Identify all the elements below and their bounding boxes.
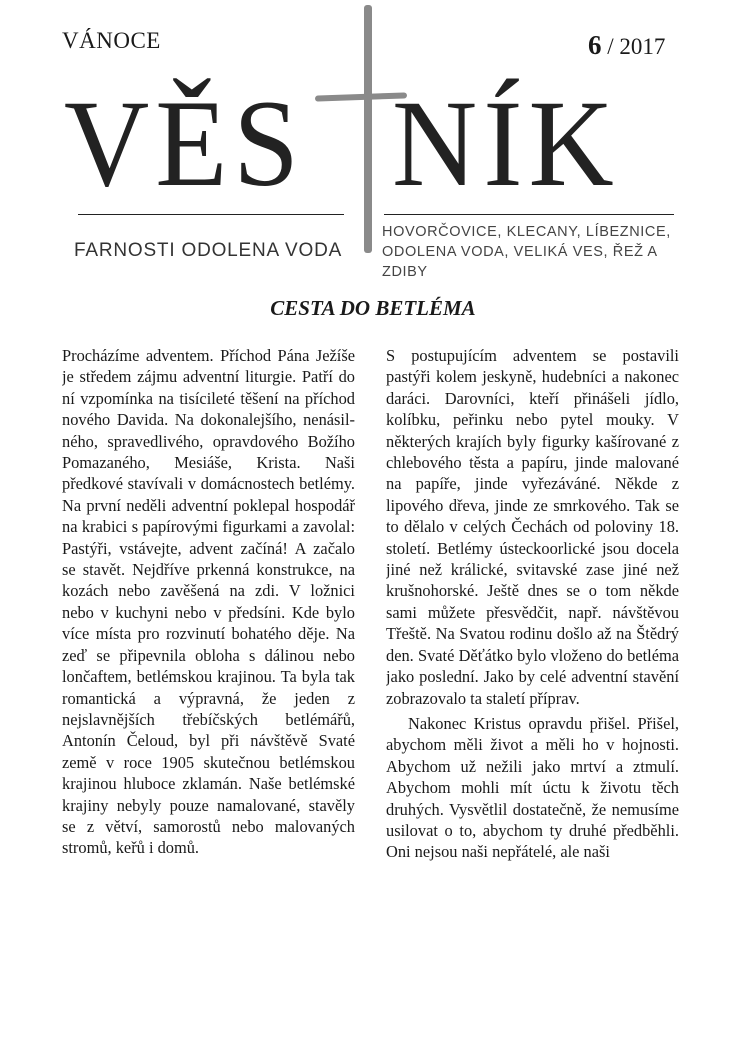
masthead-left: VĚS bbox=[64, 74, 305, 213]
masthead-rule-left bbox=[78, 214, 344, 215]
issue-number: 6 bbox=[588, 30, 602, 60]
masthead-rule-right bbox=[384, 214, 674, 215]
right-column-paragraph-2: Nakonec Kristus opravdu přišel. Přišel, abychom měli život a měli ho v hojnosti. Abychom už nežili jako mrtví a ztmulí. Abychom mohli mít úctu k životu těch druhých. Vysvětlil dostatečně, že nemusíme usilovat o to, abychom ty druhé předběhli. Oni nejsou naši nepřátelé, ale naši bbox=[386, 713, 679, 862]
article-column-left bbox=[62, 345, 355, 1005]
masthead-right: NÍK bbox=[392, 74, 620, 213]
issue-label bbox=[588, 30, 665, 61]
parish-name: FARNOSTI ODOLENA VODA bbox=[74, 240, 343, 261]
villages-list bbox=[382, 222, 702, 282]
right-column-paragraph-1: S postupujícím adventem se postavili pastýři kolem jeskyně, hudebníci a nakonec daráci. Darovníci, kteří přinášeli jídlo, kolíbku, peřinku nebo pytel mouky. V některých krajích byly figurky kašírované z chlebového těsta a papíru, jinde malované na papíře, jinde vyřezáváné. Někde z lipového dřeva, jinde ze smrkového. Tak se to dělalo v celých Čechách od poloviny 18. století. Betlémy ústeckoorlické jsou docela jiné než králické, svitavské zase jiné než krušnohorské. Ještě dnes se o tom někde sami můžete přesvědčit, např. návštěvou Třeště. Na Svatou rodinu došlo až na Štědrý den. Svaté Děťátko bylo vloženo do betléma jako poslední. Jako by celé adventní stavění zobrazovalo ta staletí příprav. bbox=[386, 346, 679, 708]
issue-year: / 2017 bbox=[607, 34, 666, 59]
villages-line-2: ODOLENA VODA, VELIKÁ VES, ŘEŽ A ZDIBY bbox=[382, 244, 657, 280]
article-column-right bbox=[386, 345, 679, 1005]
left-column-text: Procházíme adventem. Příchod Pána Ježíše je středem zájmu adventní liturgie. Patří do ní vzpomínka na tisícileté těšení na příchod nového Davida. Na dokonalejšího, nenásilného, spravedlivého, opravdového Božího Pomazaného, Mesiáše, Krista. Naši předkové stavívali v domácnostech betlémy. Na první neděli adventní poklepal hospodář na krabici s papírovými figurkami a zavolal: Pastýři, vstávejte, advent začíná! A začalo se stavět. Nejdříve prkenná konstrukce, na kozách nebo zavěšená na zdi. V ložnici nebo v kuchyni nebo v předsíni. Kde bylo více místa pro rozvinutí bohatého děje. Na zeď se připevnila obloha s dálinou nebo lončaftem, betlémskou krajinou. Ta byla tak romantická a výpravná, že jeden z nejslavnějších třebíčských betlémářů, Antonín Čeloud, byl při návštěvě Svaté země v roce 1905 skutečnou betlémskou krajinou hluboce zklamán. Naše betlémské krajiny nebyly pouze namalované, stavěly se z větví, samorostů nebo malovaných stromů, keřů i domů. bbox=[62, 346, 355, 858]
season-label: VÁNOCE bbox=[62, 28, 161, 53]
cross-vertical-bar bbox=[364, 5, 372, 253]
villages-line-1: HOVORČOVICE, KLECANY, LÍBEZNICE, bbox=[382, 224, 671, 240]
article-title: CESTA DO BETLÉMA bbox=[270, 296, 476, 320]
